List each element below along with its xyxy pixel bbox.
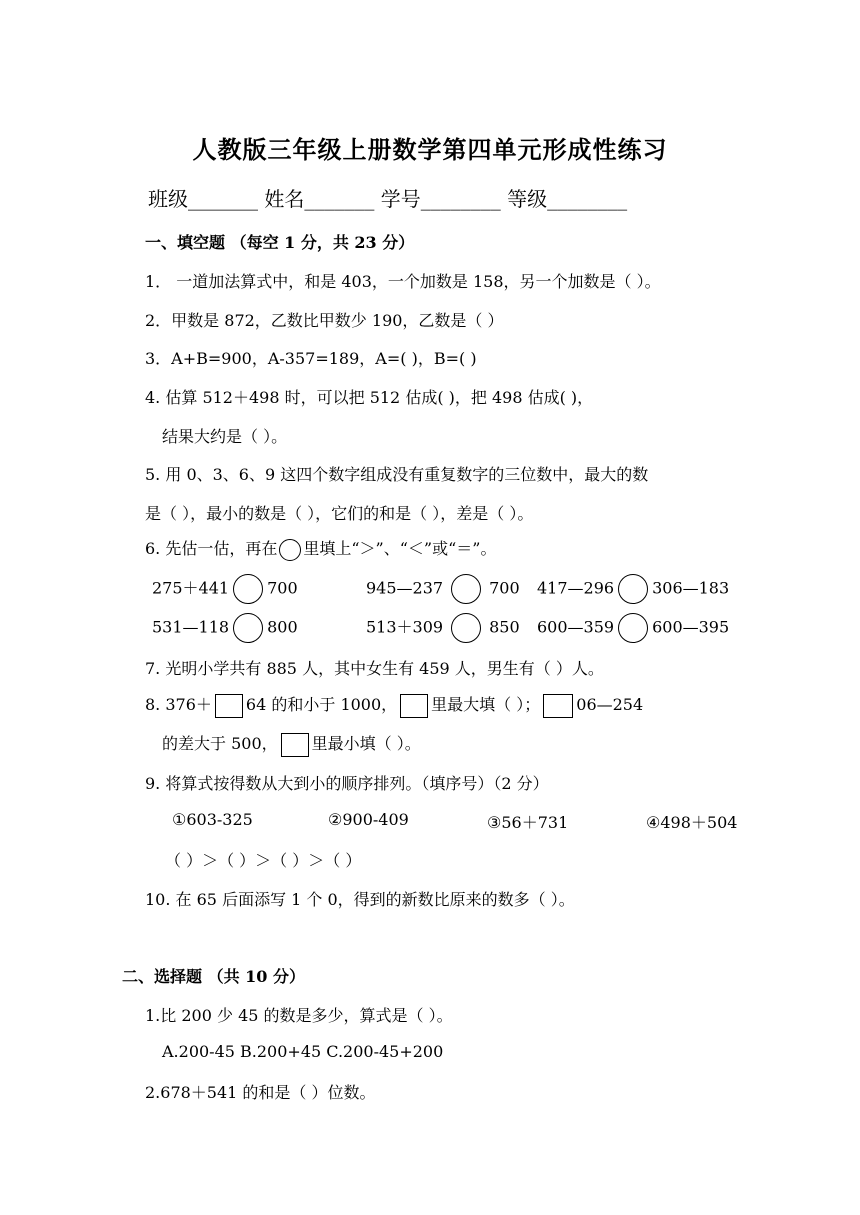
compare-right: 850	[489, 617, 520, 637]
question-9: 9. 将算式按得数从大到小的顺序排列。（填序号）（2 分）	[145, 774, 549, 793]
compare-left: 513＋309	[366, 617, 444, 637]
compare-item	[152, 613, 298, 643]
q8-part-f: 里最小填（ ）。	[311, 734, 421, 753]
compare-right: 600—395	[652, 617, 730, 637]
question-10: 10. 在 65 后面添写 1 个 0，得到的新数比原来的数多（ ）。	[145, 890, 575, 909]
compare-right: 700	[489, 578, 520, 598]
choice-question-1-options: A.200-45 B.200+45 C.200-45+200	[162, 1042, 444, 1061]
compare-left: 417—296	[537, 578, 615, 598]
compare-left: 275＋441	[152, 578, 230, 598]
question-5-line1: 5. 用 0、3、6、9 这四个数字组成没有重复数字的三位数中，最大的数	[145, 465, 649, 484]
question-7: 7. 光明小学共有 885 人，其中女生有 459 人，男生有（ ）人。	[145, 659, 604, 678]
q9-answer-line: （ ）＞（ ）＞（ ）＞（ ）	[165, 851, 362, 870]
answer-circle[interactable]	[618, 613, 648, 643]
question-6-suffix: 里填上“＞”、“＜”或“＝”。	[303, 539, 497, 558]
q8-part-c: 里最大填（ ）；	[431, 695, 541, 714]
answer-circle[interactable]	[451, 574, 481, 604]
question-4-line2: 结果大约是（ ）。	[162, 427, 288, 446]
compare-right: 700	[267, 578, 298, 598]
compare-left: 600—359	[537, 617, 615, 637]
answer-circle[interactable]	[451, 613, 481, 643]
q8-part-a: 8. 376＋	[145, 695, 212, 714]
q8-part-d: 06—254	[576, 695, 644, 714]
section1-heading: 一、填空题 （每空 1 分，共 23 分）	[145, 233, 415, 252]
compare-left: 531—118	[152, 617, 230, 637]
q8-part-b: 64 的和小于 1000，	[245, 695, 398, 714]
question-2: 2．甲数是 872，乙数比甲数少 190，乙数是（ ）	[145, 311, 504, 330]
q9-option: ④498＋504	[646, 813, 738, 832]
compare-right: 800	[267, 617, 298, 637]
choice-question-2: 2.678＋541 的和是（ ）位数。	[145, 1083, 376, 1102]
compare-item	[537, 574, 729, 604]
answer-box[interactable]	[215, 694, 243, 718]
compare-left: 945—237	[366, 578, 444, 598]
compare-item	[152, 574, 298, 604]
student-info-line: 班级_______ 姓名_______ 学号________ 等级________	[148, 187, 628, 211]
question-3: 3．A+B=900，A-357=189，A=( )，B=( )	[145, 349, 477, 368]
compare-item	[366, 613, 520, 643]
question-6-prefix: 6. 先估一估，再在	[145, 539, 278, 558]
question-8-line1	[145, 692, 643, 718]
question-4-line1: 4. 估算 512＋498 时，可以把 512 估成( )，把 498 估成( )，	[145, 388, 594, 407]
compare-item	[366, 574, 520, 604]
question-5-line2: 是（ ），最小的数是（ ），它们的和是（ ），差是（ ）。	[145, 504, 534, 523]
page-title: 人教版三年级上册数学第四单元形成性练习	[192, 135, 668, 164]
answer-circle[interactable]	[233, 613, 263, 643]
answer-box[interactable]	[400, 694, 428, 718]
compare-right: 306—183	[652, 578, 730, 598]
q9-option: ②900-409	[328, 810, 409, 829]
q8-part-e: 的差大于 500，	[162, 734, 278, 753]
section2-heading: 二、选择题 （共 10 分）	[122, 967, 305, 986]
question-6	[145, 536, 496, 561]
answer-circle[interactable]	[618, 574, 648, 604]
answer-box[interactable]	[543, 694, 573, 718]
question-1: 1． 一道加法算式中，和是 403，一个加数是 158，另一个加数是（ ）。	[145, 272, 661, 291]
q9-option: ①603-325	[172, 810, 253, 829]
compare-item	[537, 613, 729, 643]
answer-box[interactable]	[281, 733, 309, 757]
q9-option: ③56＋731	[487, 813, 569, 832]
question-8-line2	[162, 731, 421, 757]
choice-question-1: 1.比 200 少 45 的数是多少，算式是（ ）。	[145, 1006, 453, 1025]
compare-circle-icon	[279, 539, 301, 561]
answer-circle[interactable]	[233, 574, 263, 604]
